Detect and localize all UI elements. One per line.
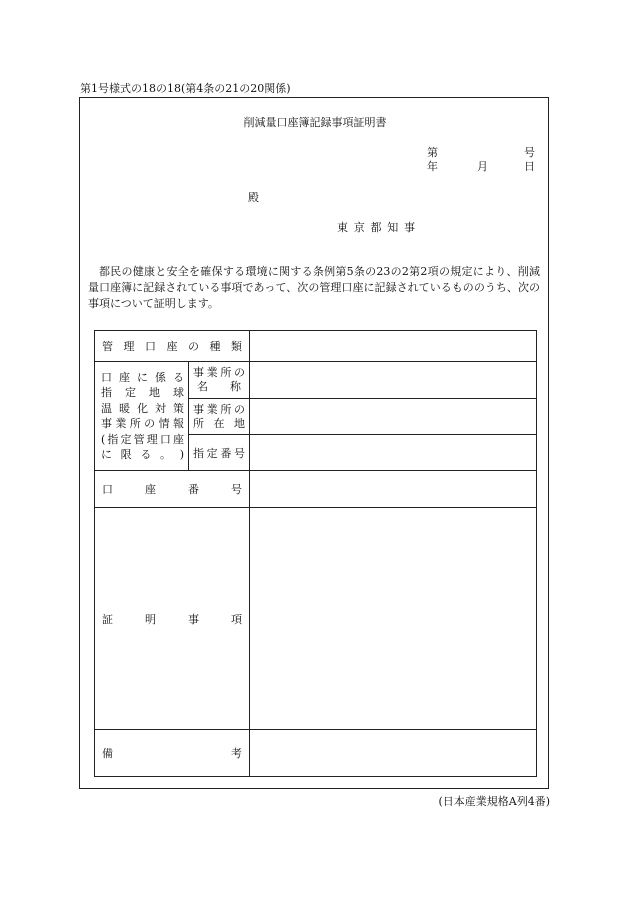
- label-char: 報: [172, 417, 184, 430]
- label-char: 番: [188, 483, 199, 496]
- label-char: 項: [231, 612, 242, 626]
- label-char: 口: [159, 432, 171, 446]
- label-char: 指: [101, 386, 112, 399]
- label-char: 業: [206, 366, 218, 379]
- designation-number-value: [250, 435, 537, 471]
- date-day: 日: [524, 160, 535, 173]
- number-line: [427, 147, 535, 158]
- account-type-value: [250, 331, 537, 362]
- label-char: 温: [101, 401, 112, 415]
- label-char: 化: [137, 401, 148, 415]
- label-char: 業: [115, 417, 127, 430]
- label-char: 口: [145, 340, 156, 353]
- label-char: の: [188, 340, 199, 353]
- label-char: 座: [172, 432, 184, 446]
- label-char: 号: [231, 483, 242, 496]
- row-remarks: [95, 730, 537, 777]
- label-char: 地: [234, 416, 245, 430]
- label-char: 類: [231, 340, 242, 353]
- label-char: 定: [206, 446, 218, 460]
- label-char: の: [144, 417, 156, 430]
- row-certified-matters: [95, 508, 537, 730]
- label-char: 所: [129, 417, 141, 430]
- number-suffix: 号: [524, 146, 535, 159]
- date-line: [427, 161, 535, 173]
- label-char: の: [233, 366, 245, 379]
- label-char: 種: [209, 340, 221, 353]
- label-char: 名: [197, 380, 208, 393]
- facility-name-value: [250, 362, 537, 399]
- label-char: 口: [101, 370, 112, 384]
- account-number-label: [95, 471, 250, 508]
- designation-number-label: [189, 435, 250, 471]
- document-title: 削減量口座簿記録事項証明書: [243, 116, 387, 129]
- label-char: 在: [213, 416, 225, 430]
- facility-address-label: [189, 399, 250, 435]
- remarks-label: [95, 730, 250, 777]
- label-char: 所: [193, 416, 204, 430]
- label-char: 備: [102, 747, 113, 760]
- account-type-label: [95, 331, 250, 362]
- label-char: (: [101, 432, 106, 446]
- row-account-number: [95, 471, 537, 508]
- label-char: 対: [155, 401, 166, 415]
- facility-address-value: [250, 399, 537, 435]
- label-char: 業: [206, 402, 218, 416]
- label-char: 称: [230, 380, 241, 393]
- label-char: 限: [120, 448, 132, 461]
- label-char: に: [137, 370, 148, 384]
- label-char: 地: [149, 386, 160, 399]
- label-char: 暖: [119, 401, 130, 415]
- label-char: 指: [193, 446, 204, 460]
- label-char: の: [233, 402, 245, 416]
- label-char: 策: [173, 401, 184, 415]
- label-char: 明: [145, 612, 156, 626]
- label-char: 事: [101, 417, 112, 430]
- certification-text: 都民の健康と安全を確保する環境に関する条例第5条の23の2第2項の規定により、削減量口座簿に記録されている事項であって、次の管理口座に記録されているもののうち、次の事項について証明します。: [88, 265, 540, 310]
- facility-name-label: [189, 362, 250, 399]
- label-char: 管: [102, 340, 113, 353]
- label-char: 証: [102, 612, 113, 626]
- row-facility-name: [95, 362, 537, 399]
- label-char: 定: [125, 386, 136, 399]
- label-char: 係: [155, 370, 166, 384]
- facility-info-label: [95, 362, 189, 471]
- label-char: 号: [233, 446, 245, 460]
- label-char: 番: [220, 446, 232, 460]
- label-char: 。: [160, 448, 172, 461]
- form-reference: 第1号様式の18の18(第4条の21の20関係): [80, 82, 291, 95]
- label-char: 座: [166, 340, 178, 353]
- date-year: 年: [427, 160, 438, 173]
- label-char: 情: [158, 417, 170, 430]
- issuer-char: 京: [353, 221, 365, 234]
- label-char: 定: [120, 432, 132, 446]
- label-char: 理: [146, 432, 158, 446]
- certified-matters-value: [250, 508, 537, 730]
- label-char: 管: [133, 432, 145, 446]
- number-prefix: 第: [427, 146, 438, 159]
- issuer-char: 東: [337, 221, 348, 234]
- label-char: 口: [102, 483, 113, 496]
- certified-matters-label: [95, 508, 250, 730]
- date-month: 月: [477, 160, 488, 173]
- label-char: 球: [173, 386, 184, 399]
- label-char: 考: [231, 747, 242, 760]
- label-char: る: [173, 370, 184, 384]
- row-account-type: [95, 331, 537, 362]
- label-char: 座: [119, 370, 130, 384]
- certificate-table: [94, 330, 537, 777]
- paper-size-note: (日本産業規格A列4番): [438, 795, 550, 808]
- issuer-char: 事: [404, 221, 415, 234]
- label-char: 指: [107, 432, 119, 446]
- label-char: ): [179, 448, 184, 461]
- label-char: 座: [145, 483, 156, 496]
- label-char: 所: [220, 402, 232, 416]
- issuer: [337, 222, 415, 233]
- label-char: 事: [188, 612, 199, 626]
- addressee-suffix: 殿: [248, 191, 259, 204]
- label-char: 事: [193, 402, 204, 416]
- label-char: る: [140, 448, 152, 461]
- label-char: 事: [193, 366, 204, 379]
- issuer-char: 都: [370, 221, 382, 234]
- label-char: に: [101, 448, 112, 461]
- remarks-value: [250, 730, 537, 777]
- label-char: 理: [123, 340, 135, 353]
- label-char: 所: [220, 366, 232, 379]
- account-number-value: [250, 471, 537, 508]
- issuer-char: 知: [387, 221, 399, 234]
